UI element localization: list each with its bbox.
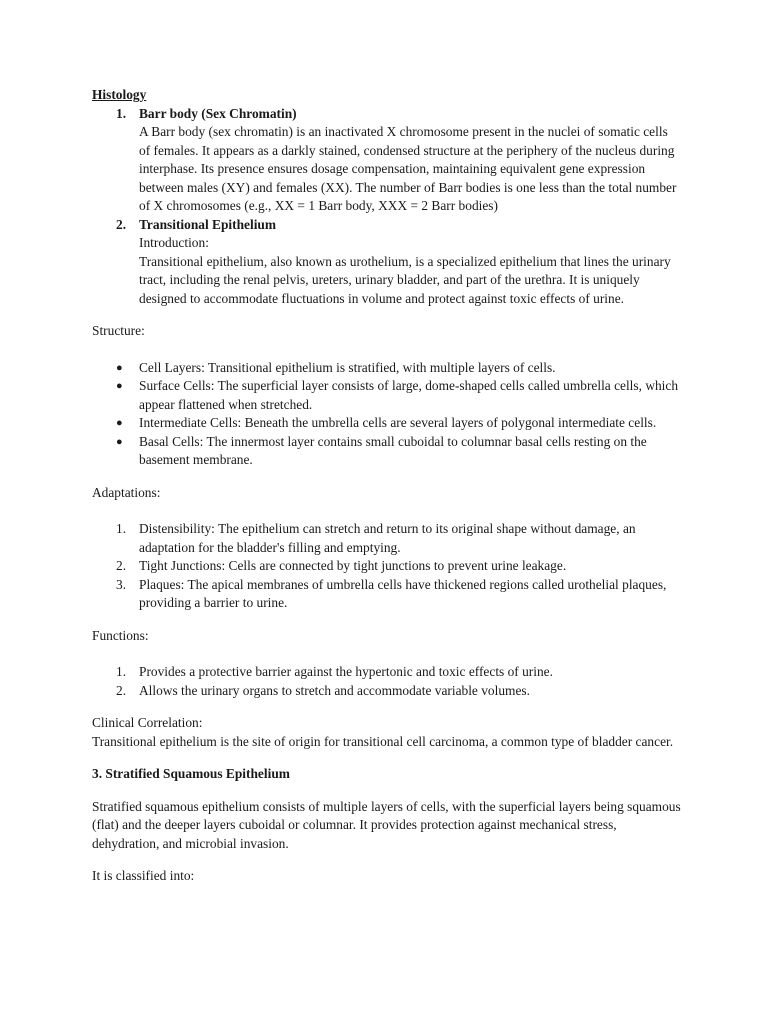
adaptations-list xyxy=(92,520,682,613)
intro-body: Transitional epithelium, also known as urothelium, is a specialized epithelium that lines the urinary tract, including the renal pelvis, ureters, urinary bladder, and part of the urethra. It is uniquely designed to accommodate fluctuations in volume and protect against toxic effects of urine. xyxy=(139,253,671,306)
list-item-text: Tight Junctions: Cells are connected by tight junctions to prevent urine leakage. xyxy=(139,558,567,573)
list-item xyxy=(92,377,682,414)
section-number: 2. xyxy=(116,216,127,232)
clinical-body: Transitional epithelium is the site of origin for transitional cell carcinoma, a common type of bladder cancer. xyxy=(92,733,674,749)
list-item-text: Cell Layers: Transitional epithelium is stratified, with multiple layers of cells. xyxy=(139,359,556,375)
list-item xyxy=(92,520,682,557)
bullet-icon: ● xyxy=(116,361,123,374)
list-item xyxy=(92,433,682,470)
section3-body: Stratified squamous epithelium consists of multiple layers of cells, with the superficial layers being squamous (flat) and the deeper layers cuboidal or columnar. It provides protection against mechanical stress, dehydration, and microbial invasion. xyxy=(92,798,681,851)
list-item xyxy=(92,576,682,613)
document-title: Histology xyxy=(92,87,147,102)
section3-classified: It is classified into: xyxy=(92,868,195,883)
list-number: 3. xyxy=(116,576,127,592)
list-number: 1. xyxy=(116,521,127,536)
functions-label: Functions: xyxy=(92,627,149,643)
list-item-text: Surface Cells: The superficial layer consists of large, dome-shaped cells called umbrella cells, which appear flattened when stretched. xyxy=(139,378,679,412)
list-item-text: Intermediate Cells: Beneath the umbrella cells are several layers of polygonal intermediate cells. xyxy=(139,415,657,430)
structure-label: Structure: xyxy=(92,323,145,338)
list-item-text: Provides a protective barrier against the hypertonic and toxic effects of urine. xyxy=(139,664,553,679)
list-number: 2. xyxy=(116,682,127,698)
structure-list xyxy=(92,359,682,470)
list-item xyxy=(92,663,682,682)
list-item-text: Basal Cells: The innermost layer contains small cuboidal to columnar basal cells resting on the basement membrane. xyxy=(139,433,647,467)
list-item-text: Plaques: The apical membranes of umbrella cells have thickened regions called urothelial plaques, providing a barrier to urine. xyxy=(139,576,667,610)
section-barr-body xyxy=(92,105,682,216)
list-item-text: Distensibility: The epithelium can stretch and return to its original shape without damage, an adaptation for the bladder's filling and emptying. xyxy=(139,521,636,555)
section-heading: Transitional Epithelium xyxy=(139,216,277,232)
section-heading: Barr body (Sex Chromatin) xyxy=(139,105,297,121)
section3-heading: 3. Stratified Squamous Epithelium xyxy=(92,766,290,781)
list-item xyxy=(92,682,682,701)
section-number: 1. xyxy=(116,105,127,121)
intro-label: Introduction: xyxy=(139,235,209,250)
list-number: 1. xyxy=(116,664,127,679)
list-item-text: Allows the urinary organs to stretch and accommodate variable volumes. xyxy=(139,682,530,698)
list-number: 2. xyxy=(116,558,127,573)
adaptations-label: Adaptations: xyxy=(92,484,161,500)
list-item xyxy=(92,359,682,378)
list-item xyxy=(92,557,682,576)
bullet-icon: ● xyxy=(116,380,123,392)
functions-list xyxy=(92,663,682,700)
section-body: A Barr body (sex chromatin) is an inactivated X chromosome present in the nuclei of somatic cells of females. It appears as a darkly stained, condensed structure at the periphery of the nucleus during interphase. Its presence ensures dosage compensation, maintaining equivalent gene expression between males (XY) and females (XX). The number of Barr bodies is one less than the total number of X chromosomes (e.g., XX = 1 Barr body, XXX = 2 Barr bodies) xyxy=(139,124,677,213)
section-transitional-epithelium xyxy=(92,216,682,309)
document-content xyxy=(92,86,682,886)
bullet-icon: ● xyxy=(116,417,123,429)
bullet-icon: ● xyxy=(116,435,123,448)
list-item xyxy=(92,414,682,433)
clinical-label: Clinical Correlation: xyxy=(92,715,203,730)
